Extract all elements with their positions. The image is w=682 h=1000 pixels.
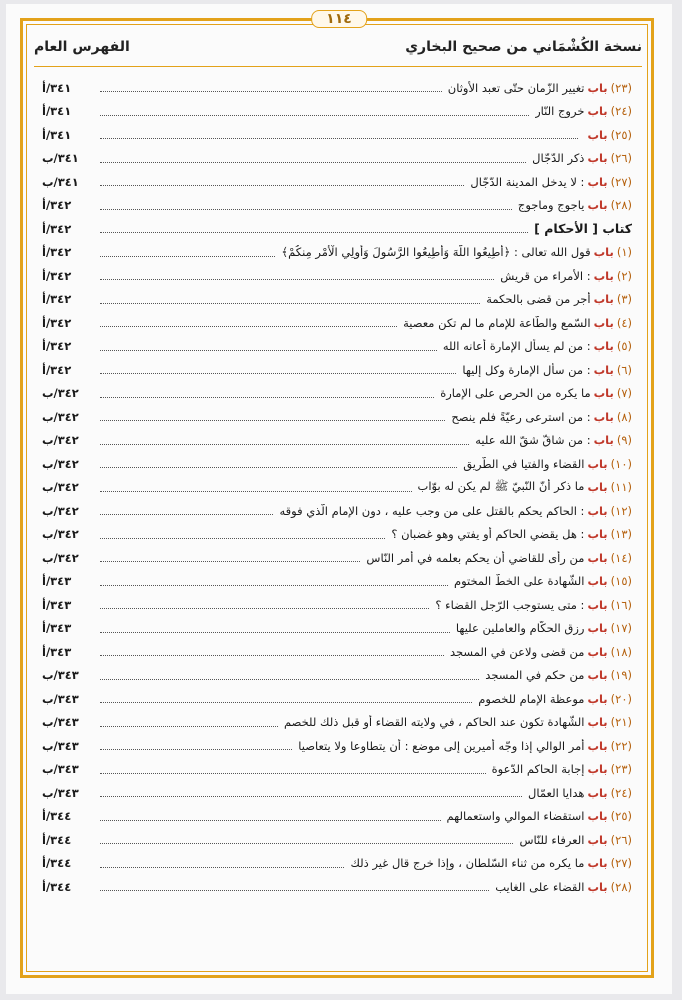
page-reference: ٣٤٣/أ xyxy=(42,644,72,659)
page-reference: ٣٤٣/ب xyxy=(42,715,79,730)
book-page xyxy=(6,4,672,994)
page-reference: ٣٤٣/أ xyxy=(42,621,72,636)
leader-dots xyxy=(100,115,529,116)
leader-dots xyxy=(100,726,278,727)
entry-title: السّمع والطّاعة للإمام ما لم تكن معصية xyxy=(403,315,591,330)
entry-number: (٢٠) xyxy=(610,691,632,706)
entry-number: (٢٦) xyxy=(610,151,632,166)
book-title: نسخة الكُشْمَاني من صحيح البخاري xyxy=(405,39,642,55)
leader-dots xyxy=(100,843,513,844)
entry-title: : هل يقضي الحاكم أو يفتي وهو غضبان ؟ xyxy=(391,527,585,542)
toc-row xyxy=(42,76,632,100)
leader-dots xyxy=(100,444,469,445)
entry-title: : لا يدخل المدينة الدّجّال xyxy=(470,174,585,189)
toc-row xyxy=(42,429,632,453)
entry-title: أمر الوالي إذا وجّه أميرين إلى موضع : أن يتطاوعا ولا يتعاصيا xyxy=(298,738,585,753)
leader-dots xyxy=(100,820,441,821)
page-reference: ٣٤١/أ xyxy=(42,104,72,119)
entry-number: (٢٢) xyxy=(610,738,632,753)
toc-row xyxy=(42,805,632,829)
toc-row xyxy=(42,476,632,500)
entry-number: (٢٨) xyxy=(610,198,632,213)
entry-prefix: باب xyxy=(587,198,608,213)
entry-number: (٤) xyxy=(616,315,632,330)
entry-title: رزق الحكّام والعاملين عليها xyxy=(455,621,585,636)
entry-number: (٢٦) xyxy=(610,832,632,847)
page-reference: ٣٤٢/أ xyxy=(42,362,72,377)
page-reference: ٣٤٢/ب xyxy=(42,386,79,401)
toc-row xyxy=(42,570,632,594)
toc-row xyxy=(42,382,632,406)
entry-prefix: باب xyxy=(587,597,608,612)
page-reference: ٣٤٤/أ xyxy=(42,856,72,871)
page-reference: ٣٤٣/ب xyxy=(42,691,79,706)
leader-dots xyxy=(100,279,494,280)
leader-dots xyxy=(100,514,273,515)
entry-number: (١٨) xyxy=(610,644,632,659)
entry-prefix: باب xyxy=(587,785,608,800)
entry-number: (٨) xyxy=(616,409,632,424)
entry-title: أجر من قضى بالحكمة xyxy=(486,292,591,307)
toc-row xyxy=(42,523,632,547)
entry-title: تغيير الزّمان حتّى تعبد الأوثان xyxy=(447,80,585,95)
page-reference: ٣٤٢/أ xyxy=(42,198,72,213)
entry-prefix: باب xyxy=(587,574,608,589)
toc-row xyxy=(42,311,632,335)
entry-title: من قضى ولاعن في المسجد xyxy=(449,644,585,659)
entry-number: (١) xyxy=(616,245,632,260)
leader-dots xyxy=(100,138,578,139)
leader-dots xyxy=(100,702,472,703)
entry-number: (٢٥) xyxy=(610,809,632,824)
entry-title: القضاء على الغايب xyxy=(495,879,585,894)
page-reference: ٣٤٢/أ xyxy=(42,221,72,236)
toc-row xyxy=(42,664,632,688)
page-reference: ٣٤١/أ xyxy=(42,80,72,95)
entry-prefix: باب xyxy=(587,691,608,706)
page-reference: ٣٤٣/ب xyxy=(42,785,79,800)
entry-prefix: باب xyxy=(587,550,608,565)
leader-dots xyxy=(100,162,526,163)
leader-dots xyxy=(100,185,464,186)
page-reference: ٣٤٢/أ xyxy=(42,245,72,260)
toc-row xyxy=(42,734,632,758)
entry-number: (١٤) xyxy=(610,550,632,565)
leader-dots xyxy=(100,91,442,92)
entry-title: موعظة الإمام للخصوم xyxy=(478,691,585,706)
entry-title: العرفاء للنّاس xyxy=(519,832,585,847)
entry-number: (١٧) xyxy=(610,621,632,636)
toc-row xyxy=(42,100,632,124)
page-reference: ٣٤٢/أ xyxy=(42,292,72,307)
toc-row xyxy=(42,194,632,218)
entry-prefix: باب xyxy=(587,879,608,894)
page-reference: ٣٤٢/أ xyxy=(42,268,72,283)
entry-title: ذكر الدّجّال xyxy=(532,151,585,166)
page-reference: ٣٤٣/أ xyxy=(42,597,72,612)
page-reference: ٣٤٤/أ xyxy=(42,832,72,847)
toc-row xyxy=(42,687,632,711)
toc-row xyxy=(42,711,632,735)
page-reference: ٣٤٢/أ xyxy=(42,339,72,354)
leader-dots xyxy=(100,773,486,774)
toc-row xyxy=(42,452,632,476)
page-reference: ٣٤١/ب xyxy=(42,151,79,166)
entry-title: إجابة الحاكم الدّعوة xyxy=(491,762,585,777)
entry-title: قول الله تعالى : ﴿أَطِيعُوا اللَّهَ وَأَطِيعُوا الرَّسُولَ وَأُولِي الْأَمْرِ مِنكُمْ﴾ xyxy=(281,245,591,260)
page-reference: ٣٤٤/أ xyxy=(42,879,72,894)
page-reference: ٣٤٢/ب xyxy=(42,456,79,471)
entry-prefix: باب xyxy=(593,292,614,307)
entry-prefix: باب xyxy=(593,362,614,377)
entry-prefix: باب xyxy=(587,104,608,119)
page-reference: ٣٤٣/ب xyxy=(42,762,79,777)
entry-number: (٦) xyxy=(616,362,632,377)
entry-title: ما يكره من الحرص على الإمارة xyxy=(440,386,591,401)
entry-number: (١٣) xyxy=(610,527,632,542)
leader-dots xyxy=(100,749,292,750)
leader-dots xyxy=(100,420,445,421)
leader-dots xyxy=(100,326,397,327)
page-reference: ٣٤٢/ب xyxy=(42,433,79,448)
toc-row xyxy=(42,593,632,617)
leader-dots xyxy=(100,397,434,398)
toc-row xyxy=(42,288,632,312)
entry-prefix: باب xyxy=(587,80,608,95)
leader-dots xyxy=(100,491,412,492)
entry-prefix: باب xyxy=(587,621,608,636)
entry-title: من حكم في المسجد xyxy=(485,668,585,683)
entry-number: (١١) xyxy=(610,480,632,495)
header-divider xyxy=(34,66,642,67)
toc-row xyxy=(42,875,632,899)
page-reference: ٣٤١/أ xyxy=(42,127,72,142)
entry-title: ما يكره من ثناء السّلطان ، وإذا خرج قال غير ذلك xyxy=(350,856,585,871)
entry-title: استقضاء الموالي واستعمالهم xyxy=(446,809,585,824)
entry-title: : من لم يسأل الإمارة أعانه الله xyxy=(442,339,591,354)
entry-number: (١٩) xyxy=(610,668,632,683)
leader-dots xyxy=(100,232,528,233)
toc-row xyxy=(42,828,632,852)
entry-title: هدايا العمّال xyxy=(528,785,585,800)
leader-dots xyxy=(100,796,522,797)
toc-row xyxy=(42,499,632,523)
entry-prefix: باب xyxy=(587,762,608,777)
toc-row xyxy=(42,781,632,805)
entry-number: (١٢) xyxy=(610,503,632,518)
entry-prefix: باب xyxy=(587,832,608,847)
entry-number: (٢٣) xyxy=(610,762,632,777)
entry-title: : من استرعى رعيّةً فلم ينصح xyxy=(451,409,591,424)
table-of-contents xyxy=(42,76,632,899)
page-reference: ٣٤٢/ب xyxy=(42,503,79,518)
entry-title: : الحاكم يحكم بالقتل على من وجب عليه ، دون الإمام الّذي فوقه xyxy=(279,503,585,518)
entry-prefix: باب xyxy=(587,856,608,871)
page-reference: ٣٤١/ب xyxy=(42,174,79,189)
book-heading-row xyxy=(42,217,632,241)
leader-dots xyxy=(100,561,360,562)
entry-title: : من شاقّ شقّ الله عليه xyxy=(475,433,591,448)
entry-prefix: باب xyxy=(587,668,608,683)
leader-dots xyxy=(100,655,444,656)
toc-row xyxy=(42,335,632,359)
toc-row xyxy=(42,852,632,876)
entry-prefix: باب xyxy=(587,174,608,189)
toc-row xyxy=(42,640,632,664)
page-header xyxy=(34,30,642,64)
entry-prefix: باب xyxy=(587,527,608,542)
leader-dots xyxy=(100,867,344,868)
entry-title: : متى يستوجب الرّجل القضاء ؟ xyxy=(435,597,585,612)
page-reference: ٣٤٢/أ xyxy=(42,315,72,330)
entry-number: (٢) xyxy=(616,268,632,283)
toc-row xyxy=(42,758,632,782)
toc-row xyxy=(42,617,632,641)
leader-dots xyxy=(100,608,429,609)
entry-title: الشّهادة تكون عند الحاكم ، في ولايته القضاء أو قبل ذلك للخصم xyxy=(284,715,585,730)
page-reference: ٣٤٤/أ xyxy=(42,809,72,824)
toc-row xyxy=(42,170,632,194)
entry-prefix: باب xyxy=(587,127,608,142)
entry-prefix: باب xyxy=(593,268,614,283)
page-number: ١١٤ xyxy=(311,10,367,28)
entry-prefix: باب xyxy=(587,644,608,659)
leader-dots xyxy=(100,256,275,257)
toc-row xyxy=(42,123,632,147)
entry-number: (٥) xyxy=(616,339,632,354)
toc-row xyxy=(42,264,632,288)
entry-number: (٢٤) xyxy=(610,104,632,119)
leader-dots xyxy=(100,585,448,586)
page-reference: ٣٤٣/ب xyxy=(42,738,79,753)
leader-dots xyxy=(100,350,437,351)
leader-dots xyxy=(100,890,489,891)
entry-number: (١٦) xyxy=(610,597,632,612)
leader-dots xyxy=(100,538,385,539)
entry-prefix: باب xyxy=(593,315,614,330)
entry-number: (١٠) xyxy=(610,456,632,471)
page-reference: ٣٤٣/أ xyxy=(42,574,72,589)
leader-dots xyxy=(100,679,479,680)
entry-number: (٢٤) xyxy=(610,785,632,800)
entry-prefix: باب xyxy=(593,409,614,424)
entry-title: : الأمراء من قريش xyxy=(500,268,591,283)
entry-number: (٢٨) xyxy=(610,879,632,894)
toc-row xyxy=(42,147,632,171)
entry-title: ما ذكر أنّ النّبيّ ﷺ لم يكن له بوّاب xyxy=(417,478,585,493)
toc-row xyxy=(42,358,632,382)
leader-dots xyxy=(100,632,450,633)
entry-title: خروج النّار xyxy=(535,104,585,119)
toc-row xyxy=(42,241,632,265)
page-reference: ٣٤٢/ب xyxy=(42,480,79,495)
entry-number: (٢٧) xyxy=(610,174,632,189)
page-reference: ٣٤٣/ب xyxy=(42,668,79,683)
toc-row xyxy=(42,546,632,570)
entry-title: القضاء والفتيا في الطّريق xyxy=(463,456,585,471)
entry-number: (٣) xyxy=(616,292,632,307)
entry-prefix: باب xyxy=(593,433,614,448)
entry-number: (٧) xyxy=(616,386,632,401)
entry-prefix: باب xyxy=(593,386,614,401)
entry-prefix: باب xyxy=(587,738,608,753)
entry-number: (٢١) xyxy=(610,715,632,730)
entry-number: (٢٣) xyxy=(610,80,632,95)
entry-prefix: باب xyxy=(587,503,608,518)
entry-prefix: باب xyxy=(587,715,608,730)
entry-number: (٢٥) xyxy=(610,127,632,142)
leader-dots xyxy=(100,209,512,210)
entry-number: (١٥) xyxy=(610,574,632,589)
entry-title: الشّهادة على الخطّ المختوم xyxy=(453,574,585,589)
entry-title: : من سأل الإمارة وكل إليها xyxy=(462,362,591,377)
entry-prefix: باب xyxy=(593,245,614,260)
book-heading: كتاب [ الأحكام ] xyxy=(534,221,632,237)
page-reference: ٣٤٢/ب xyxy=(42,527,79,542)
entry-prefix: باب xyxy=(587,151,608,166)
toc-row xyxy=(42,405,632,429)
leader-dots xyxy=(100,467,457,468)
entry-title: من رأى للقاضي أن يحكم بعلمه في أمر النّاس xyxy=(366,550,585,565)
page-reference: ٣٤٢/ب xyxy=(42,409,79,424)
entry-prefix: باب xyxy=(587,809,608,824)
entry-prefix: باب xyxy=(587,480,608,495)
section-title: الفهرس العام xyxy=(34,39,130,55)
entry-number: (٩) xyxy=(616,433,632,448)
leader-dots xyxy=(100,373,456,374)
leader-dots xyxy=(100,303,480,304)
entry-number: (٢٧) xyxy=(610,856,632,871)
entry-title: ياجوج وماجوج xyxy=(517,198,585,213)
page-reference: ٣٤٢/ب xyxy=(42,550,79,565)
entry-prefix: باب xyxy=(593,339,614,354)
entry-prefix: باب xyxy=(587,456,608,471)
